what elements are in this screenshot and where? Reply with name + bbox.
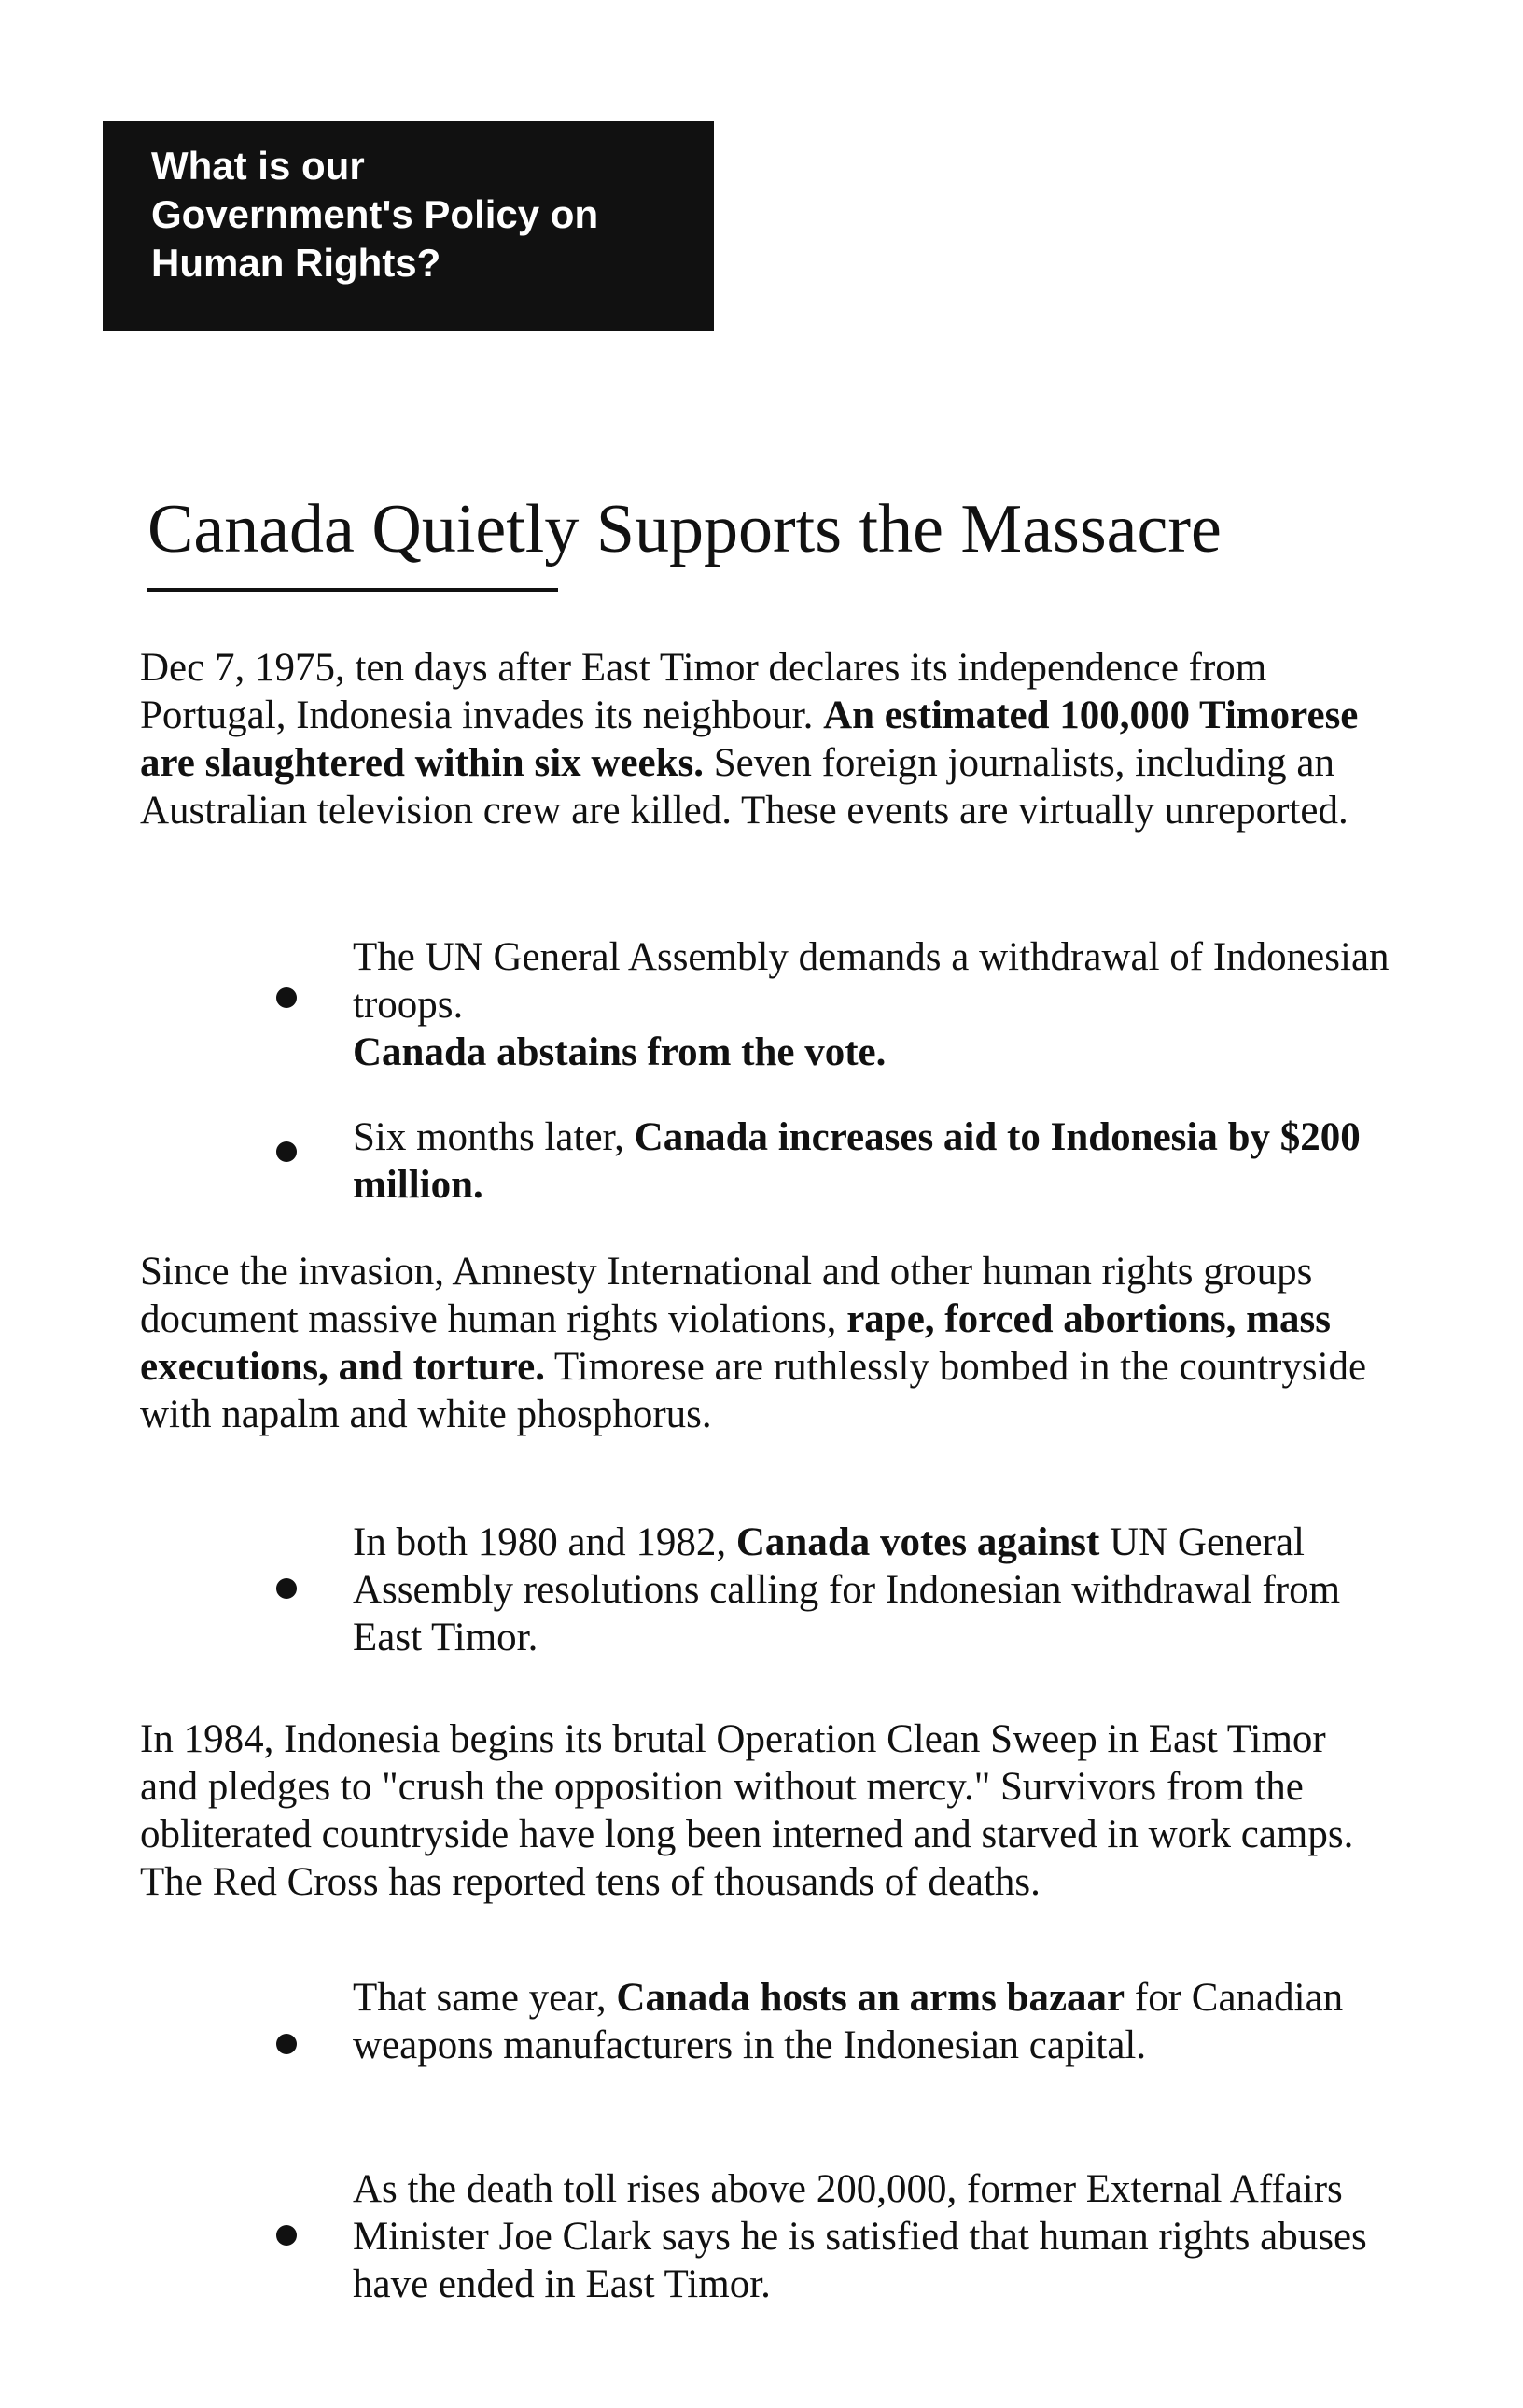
paragraph-invasion-text: Dec 7, 1975, ten days after East Timor declares its independence from Portugal, Indonesia invades its neighbour. (140, 646, 1267, 737)
bullet-text-aid-plain: Six months later, (353, 1115, 635, 1159)
bullet-text-votes-against-plain: In both 1980 and 1982, (353, 1520, 736, 1564)
paragraph-violations-bold: rape, forced abortions, mass executions, and torture. (140, 1297, 1331, 1389)
paragraph-invasion (140, 644, 1390, 834)
paragraph-violations-text-2: Timorese are ruthlessly bombed in the countryside with napalm and white phosphorus. (140, 1345, 1367, 1436)
bullet-text-un-vote (353, 933, 1398, 1076)
paragraph-invasion-text-2: Seven foreign journalists, including an Australian television crew are killed. These events are virtually unreported. (140, 741, 1348, 833)
paragraph-violations (140, 1248, 1390, 1438)
header-line-1: What is our (151, 144, 365, 188)
bullet-text-aid-bold: Canada increases aid to Indonesia by $200 million. (353, 1115, 1361, 1207)
bullet-dot-icon (276, 987, 297, 1008)
bullet-text-votes-against (353, 1519, 1398, 1661)
bullet-text-aid (353, 1113, 1398, 1209)
bullet-text-arms-bazaar-plain: That same year, (353, 1976, 617, 2020)
paragraph-violations-text: Since the invasion, Amnesty International and other human rights groups document massive human rights violations, (140, 1250, 1313, 1341)
bullet-text-votes-against-plain-2: UN General Assembly resolutions calling for Indonesian withdrawal from East Timor. (353, 1520, 1341, 1659)
header-box (103, 121, 714, 331)
bullet-text-un-vote-plain: The UN General Assembly demands a withdrawal of Indonesian troops. (353, 935, 1390, 1027)
bullet-text-votes-against-bold: Canada votes against (735, 1520, 1100, 1564)
bullet-dot-icon (276, 2225, 297, 2246)
bullet-text-arms-bazaar-bold: Canada hosts an arms bazaar (616, 1976, 1125, 2020)
bullet-dot-icon (276, 1578, 297, 1599)
bullet-dot-icon (276, 2034, 297, 2054)
bullet-text-un-vote-bold: Canada abstains from the vote. (353, 1030, 887, 1074)
headline: Canada Quietly Supports the Massacre (147, 491, 1222, 567)
bullet-text-arms-bazaar-plain-2: for Canadian weapons manufacturers in the Indonesian capital. (353, 1976, 1344, 2067)
bullet-dot-icon (276, 1141, 297, 1162)
bullet-text-arms-bazaar (353, 1974, 1398, 2069)
header-line-3: Human Rights? (151, 241, 441, 285)
paragraph-invasion-bold: An estimated 100,000 Timorese are slaughtered within six weeks. (140, 693, 1359, 785)
paragraph-clean-sweep: In 1984, Indonesia begins its brutal Operation Clean Sweep in East Timor and pledges to "crush the opposition without mercy." Survivors from the obliterated countryside have long been interned and starved in work camps. The Red Cross has reported tens of thousands of deaths. (140, 1717, 1354, 1904)
header-line-2: Government's Policy on (151, 192, 599, 236)
headline-rule (147, 588, 558, 592)
bullet-text-joe-clark: As the death toll rises above 200,000, former External Affairs Minister Joe Clark says he is satisfied that human rights abuses have ended in East Timor. (353, 2167, 1367, 2306)
